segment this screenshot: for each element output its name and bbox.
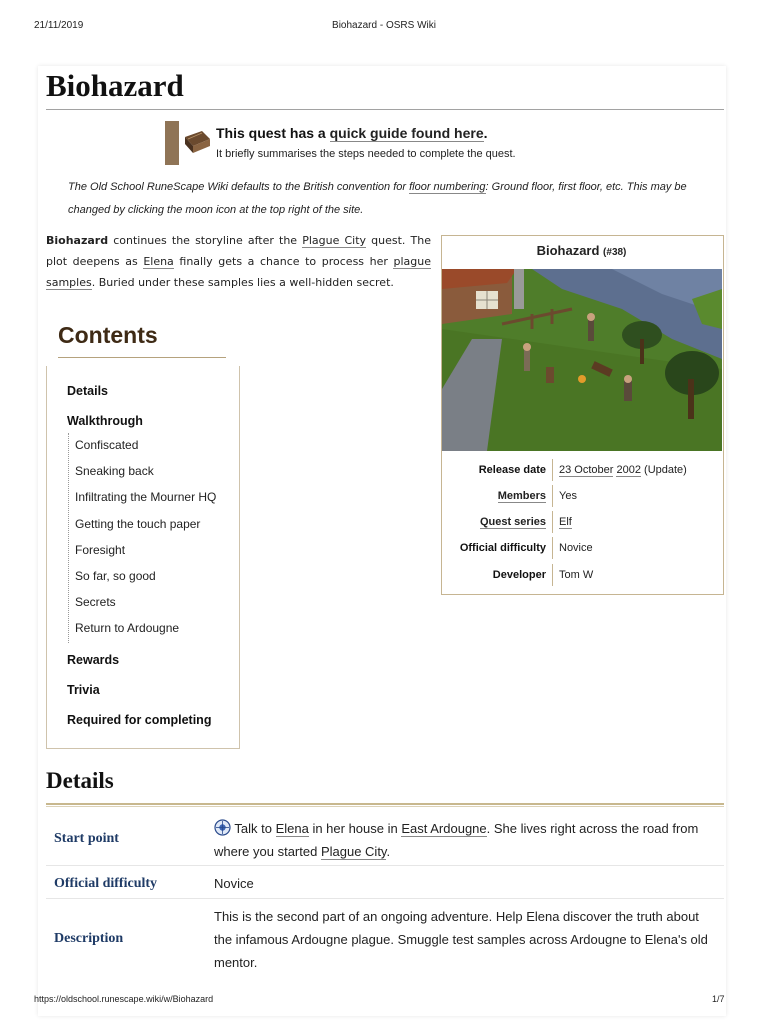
guide-notice-title: This quest has a quick guide found here. bbox=[216, 125, 488, 141]
print-page-number: 1/7 bbox=[712, 994, 725, 1004]
members-value: Yes bbox=[559, 490, 577, 502]
print-date: 21/11/2019 bbox=[34, 20, 84, 31]
difficulty-value: Novice bbox=[559, 542, 593, 554]
infobox-separator bbox=[552, 564, 553, 586]
toc-item-infiltrating[interactable]: Infiltrating the Mourner HQ bbox=[75, 490, 217, 504]
toc-item-required[interactable]: Required for completing bbox=[67, 713, 212, 727]
toc-item-confiscated[interactable]: Confiscated bbox=[75, 438, 139, 452]
toc-item-return[interactable]: Return to Ardougne bbox=[75, 621, 180, 635]
description-value: This is the second part of an ongoing adventure. Help Elena discover the truth about the infamous Ardougne plague. Smuggle test samples across Ardougne to Elena's old mentor. bbox=[214, 909, 708, 970]
print-page-title: Biohazard - OSRS Wiki bbox=[332, 20, 436, 31]
floor-numbering-link[interactable]: floor numbering bbox=[409, 181, 486, 193]
toc-item-walkthrough[interactable]: Walkthrough bbox=[67, 414, 143, 428]
official-difficulty-value: Novice bbox=[214, 876, 254, 891]
toc-item-so-far-so-good[interactable]: So far, so good bbox=[75, 569, 156, 583]
toc-item-trivia[interactable]: Trivia bbox=[67, 683, 100, 697]
details-heading: Details bbox=[46, 768, 114, 793]
toc-item-details[interactable]: Details bbox=[67, 384, 108, 398]
quest-number: (#38) bbox=[603, 247, 627, 258]
members-label: Members bbox=[497, 490, 546, 502]
page-title: Biohazard bbox=[46, 68, 184, 103]
release-date-label: Release date bbox=[478, 464, 546, 476]
intro-paragraph: Biohazard continues the storyline after the Plague City quest. The plot deepens as Elena finally gets a chance to process her plague samples. Buried under these samples lies a well-hidden secret. bbox=[46, 234, 431, 289]
infobox-separator bbox=[552, 511, 553, 533]
toc-item-foresight[interactable]: Foresight bbox=[75, 543, 126, 557]
start-elena-link[interactable]: Elena bbox=[275, 821, 309, 836]
toc-item-sneaking-back[interactable]: Sneaking back bbox=[75, 464, 154, 478]
infobox-title: Biohazard (#38) bbox=[536, 243, 627, 258]
row-divider bbox=[46, 865, 724, 866]
start-plague-city-link[interactable]: Plague City bbox=[320, 844, 387, 859]
developer-label: Developer bbox=[492, 569, 546, 581]
quest-image[interactable] bbox=[442, 269, 722, 451]
release-date-value bbox=[559, 464, 687, 476]
quick-guide-link[interactable]: quick guide found here bbox=[329, 125, 484, 141]
difficulty-label: Official difficulty bbox=[459, 542, 546, 554]
guide-notice-bar bbox=[165, 121, 179, 165]
print-url: https://oldschool.runescape.wiki/w/Biohazard bbox=[34, 994, 214, 1004]
toc-divider bbox=[58, 357, 226, 358]
plague-city-link[interactable]: Plague City bbox=[302, 234, 367, 247]
quest-series-value bbox=[559, 516, 572, 528]
infobox-separator bbox=[552, 485, 553, 507]
update-link[interactable]: (Update) bbox=[644, 464, 687, 476]
guide-notice-subtitle: It briefly summarises the steps needed to complete the quest. bbox=[216, 148, 516, 160]
infobox-separator bbox=[552, 459, 553, 481]
elf-series-link[interactable]: Elf bbox=[559, 516, 572, 528]
plague-samples-link[interactable]: plague samples bbox=[46, 255, 431, 289]
infobox-separator bbox=[552, 537, 553, 559]
quest-start-icon bbox=[214, 819, 231, 836]
toc-item-secrets[interactable]: Secrets bbox=[75, 595, 116, 609]
release-date-link[interactable]: 23 October bbox=[559, 464, 614, 476]
release-year-link[interactable]: 2002 bbox=[616, 464, 641, 476]
start-point-label: Start point bbox=[54, 831, 119, 846]
floor-numbering-note: The Old School RuneScape Wiki defaults to the British convention for floor numbering: Ground floor, first floor, etc. This may be changed by clicking the moon icon at the top right of the site. bbox=[68, 181, 687, 216]
toc-title[interactable]: Contents bbox=[58, 322, 158, 348]
toc-item-rewards[interactable]: Rewards bbox=[67, 653, 120, 667]
book-icon bbox=[182, 129, 212, 155]
start-point-value: Talk to Elena in her house in East Ardougne. She lives right across the road from where you started Plague City. bbox=[214, 821, 699, 859]
row-divider bbox=[46, 898, 724, 899]
toc-item-touch-paper[interactable]: Getting the touch paper bbox=[75, 517, 201, 531]
description-label: Description bbox=[54, 931, 124, 946]
east-ardougne-link[interactable]: East Ardougne bbox=[401, 821, 487, 836]
developer-value: Tom W bbox=[559, 569, 594, 581]
elena-link[interactable]: Elena bbox=[143, 255, 174, 268]
title-divider bbox=[46, 109, 724, 110]
details-divider-light bbox=[46, 806, 724, 807]
official-difficulty-label: Official difficulty bbox=[54, 876, 158, 891]
toc-sub-guide bbox=[68, 433, 70, 643]
details-divider bbox=[46, 803, 724, 805]
quest-series-label: Quest series bbox=[479, 516, 546, 528]
